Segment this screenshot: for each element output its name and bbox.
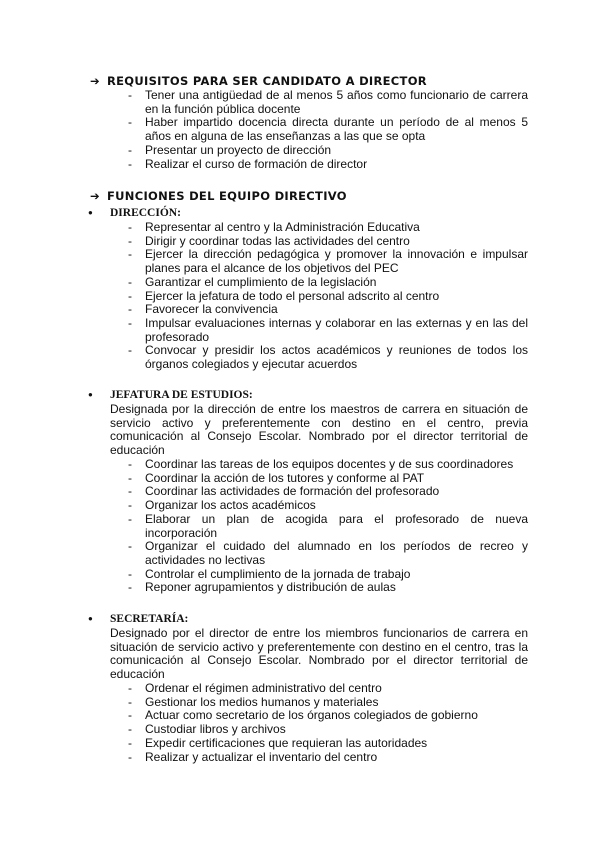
bullet-icon: ● xyxy=(88,390,93,399)
list-item: - Presentar un proyecto de dirección xyxy=(128,144,528,158)
list-item: - Representar al centro y la Administración Educativa xyxy=(128,221,528,235)
requisitos-title: REQUISITOS PARA SER CANDIDATO A DIRECTOR xyxy=(107,74,427,88)
arrow-icon: ➔ xyxy=(90,74,100,88)
list-item: - Reponer agrupamientos y distribución de aulas xyxy=(128,581,528,595)
list-item: - Impulsar evaluaciones internas y colaborar en las externas y en las del profesorado xyxy=(128,317,528,344)
secretaria-list xyxy=(128,682,528,764)
arrow-icon: ➔ xyxy=(90,189,100,203)
direccion-heading xyxy=(88,206,181,220)
list-item: - Gestionar los medios humanos y materiales xyxy=(128,696,528,710)
bullet-icon: ● xyxy=(88,614,93,623)
jefatura-heading xyxy=(88,388,253,402)
list-item: - Organizar los actos académicos xyxy=(128,499,528,513)
list-item: - Controlar el cumplimiento de la jornada de trabajo xyxy=(128,568,528,582)
secretaria-heading xyxy=(88,612,188,626)
list-item: - Dirigir y coordinar todas las actividades del centro xyxy=(128,235,528,249)
secretaria-title: SECRETARÍA: xyxy=(110,613,189,625)
list-item: - Ejercer la dirección pedagógica y promover la innovación e impulsar planes para el alcance de los objetivos del PEC xyxy=(128,248,528,275)
requisitos-list xyxy=(128,89,528,171)
secretaria-intro: Designado por el director de entre los miembros funcionarios de carrera en situación de servicio activo y preferentemente con destino en el centro, tras la comunicación al Consejo Escolar. Nombrado por el director territorial de educación xyxy=(110,626,528,682)
jefatura-title: JEFATURA DE ESTUDIOS: xyxy=(110,389,253,401)
list-item: - Haber impartido docencia directa durante un período de al menos 5 años en alguna de las enseñanzas a las que se opta xyxy=(128,116,528,143)
list-item: - Elaborar un plan de acogida para el profesorado de nueva incorporación xyxy=(128,513,528,540)
list-item: - Organizar el cuidado del alumnado en los períodos de recreo y actividades no lectivas xyxy=(128,540,528,567)
funciones-title: FUNCIONES DEL EQUIPO DIRECTIVO xyxy=(107,189,347,203)
list-item: - Actuar como secretario de los órganos colegiados de gobierno xyxy=(128,709,528,723)
list-item: - Custodiar libros y archivos xyxy=(128,723,528,737)
direccion-title: DIRECCIÓN: xyxy=(110,207,181,219)
list-item: - Coordinar la acción de los tutores y conforme al PAT xyxy=(128,472,528,486)
list-item: - Expedir certificaciones que requieran las autoridades xyxy=(128,737,528,751)
list-item: - Tener una antigüedad de al menos 5 años como funcionario de carrera en la función pública docente xyxy=(128,89,528,116)
list-item: - Ejercer la jefatura de todo el personal adscrito al centro xyxy=(128,290,528,304)
direccion-list xyxy=(128,221,528,372)
list-item: - Favorecer la convivencia xyxy=(128,303,528,317)
list-item: - Garantizar el cumplimiento de la legislación xyxy=(128,276,528,290)
list-item: - Ordenar el régimen administrativo del centro xyxy=(128,682,528,696)
list-item: - Realizar y actualizar el inventario del centro xyxy=(128,751,528,765)
jefatura-intro: Designada por la dirección de entre los maestros de carrera en situación de servicio activo y preferentemente con destino en el centro, previa comunicación al Consejo Escolar. Nombrado por el director territorial de educación xyxy=(110,402,528,458)
list-item: - Convocar y presidir los actos académicos y reuniones de todos los órganos colegiados y ejecutar acuerdos xyxy=(128,344,528,371)
list-item: - Coordinar las actividades de formación del profesorado xyxy=(128,485,528,499)
funciones-heading xyxy=(90,189,347,203)
jefatura-list xyxy=(128,458,528,595)
requisitos-heading xyxy=(90,74,427,88)
bullet-icon: ● xyxy=(88,208,93,217)
list-item: - Realizar el curso de formación de director xyxy=(128,158,528,172)
list-item: - Coordinar las tareas de los equipos docentes y de sus coordinadores xyxy=(128,458,528,472)
